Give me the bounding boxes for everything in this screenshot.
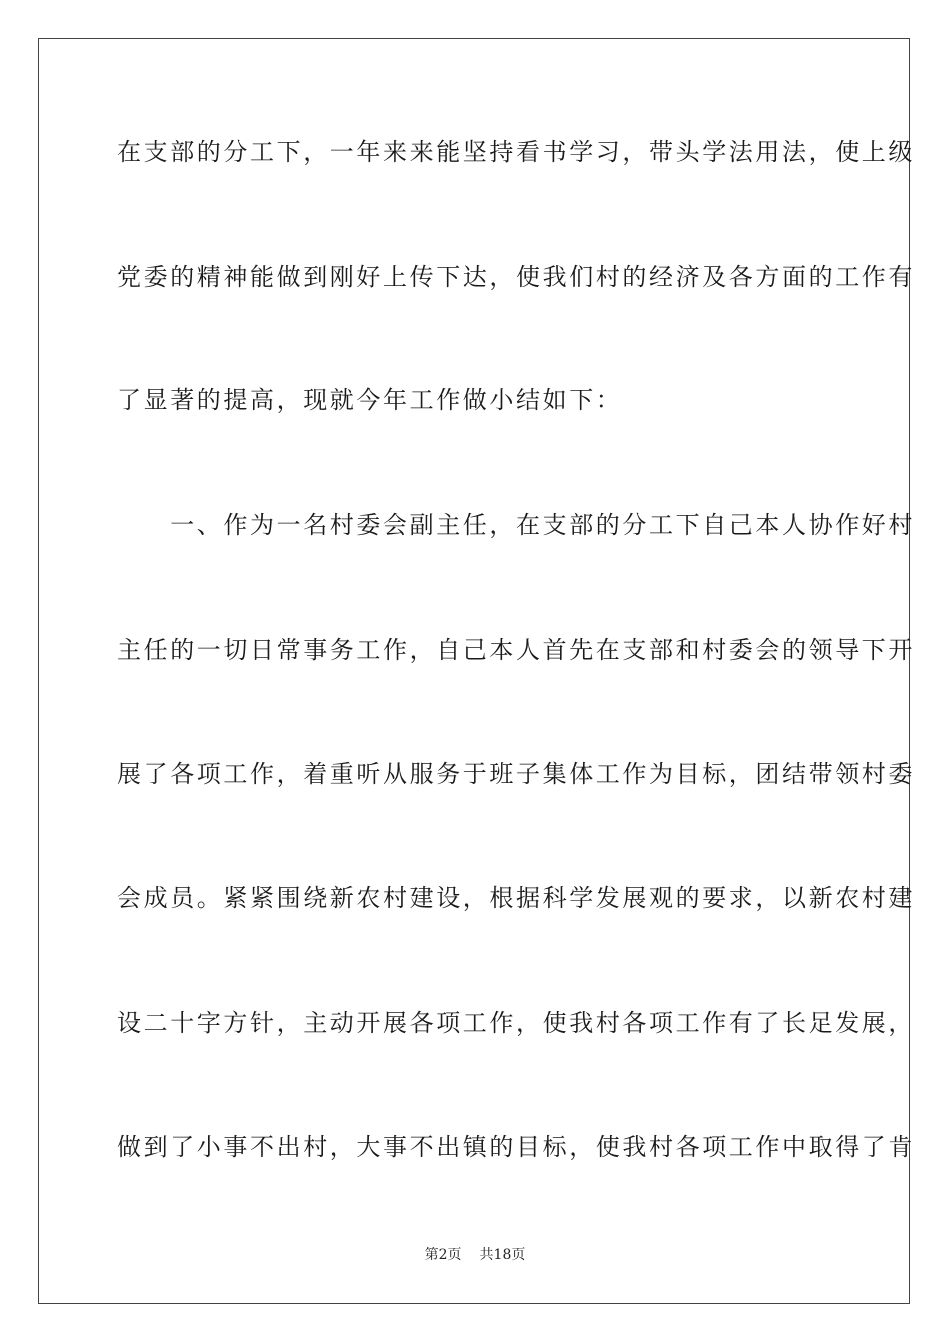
text-line: 会成员。紧紧围绕新农村建设，根据科学发展观的要求，以新农村建: [117, 884, 915, 912]
text-line: 做到了小事不出村，大事不出镇的目标，使我村各项工作中取得了肯: [117, 1133, 915, 1161]
text-line: 了显著的提高，现就今年工作做小结如下：: [117, 386, 623, 414]
page-total: 共18页: [479, 1247, 526, 1263]
text-line: 设二十字方针，主动开展各项工作，使我村各项工作有了长足发展，: [117, 1009, 915, 1037]
page-footer: [0, 1246, 950, 1264]
page-number: 第2页: [424, 1247, 462, 1263]
text-line: 展了各项工作，着重听从服务于班子集体工作为目标，团结带领村委: [117, 760, 915, 788]
text-line: 一、作为一名村委会副主任，在支部的分工下自己本人协作好村: [117, 511, 915, 539]
text-line: 主任的一切日常事务工作，自己本人首先在支部和村委会的领导下开: [117, 636, 915, 664]
text-line: 党委的精神能做到刚好上传下达，使我们村的经济及各方面的工作有: [117, 263, 915, 291]
page-frame: [38, 38, 915, 1304]
text-line: 在支部的分工下，一年来来能坚持看书学习，带头学法用法，使上级: [117, 138, 915, 166]
